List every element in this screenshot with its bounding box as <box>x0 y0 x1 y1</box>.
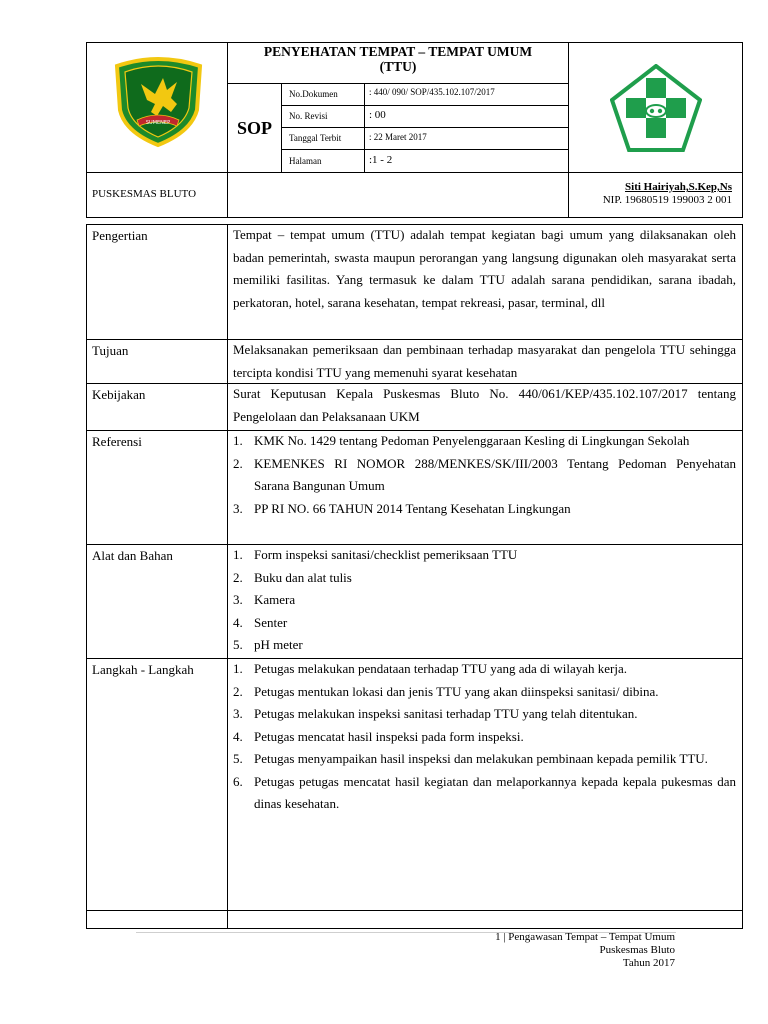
list-item-text: Petugas melakukan pendataan terhadap TTU yang ada di wilayah kerja. <box>254 661 628 676</box>
meta-key-issue-date: Tanggal Terbit <box>289 133 342 143</box>
meta-value-page: :1 - 2 <box>369 154 393 166</box>
list-item-text: Petugas melakukan inspeksi sanitasi terhadap TTU yang telah ditentukan. <box>254 706 638 721</box>
list-item-text: Buku dan alat tulis <box>254 569 352 585</box>
label-tujuan: Tujuan <box>92 343 129 358</box>
logo-banner-text: SUMENEP <box>145 120 171 126</box>
puskesmas-logo <box>610 64 702 152</box>
table-column-divider <box>227 224 228 929</box>
list-item-number: 5. <box>233 637 243 652</box>
list-item-number: 3. <box>233 706 243 721</box>
signer-nip: NIP. 19680519 199003 2 001 <box>602 194 732 206</box>
list-alat-dan-bahan <box>233 544 736 657</box>
regency-logo <box>111 54 206 148</box>
list-item-number: 4. <box>233 728 243 744</box>
list-item-number: 2. <box>233 455 243 471</box>
list-item-number: 2. <box>233 569 243 585</box>
header-divider <box>281 127 568 128</box>
list-item <box>233 612 736 635</box>
footer-line-3: Tahun 2017 <box>622 957 675 969</box>
sop-label: SOP <box>236 117 272 138</box>
list-item-text: pH meter <box>254 637 303 652</box>
table-row-divider <box>86 910 743 911</box>
list-item <box>233 634 736 657</box>
organization-name: PUSKESMAS BLUTO <box>92 188 197 200</box>
list-item <box>233 498 736 521</box>
list-item <box>233 544 736 567</box>
signer-name: Siti Hairiyah,S.Kep,Ns <box>625 181 732 193</box>
list-item-number: 2. <box>233 683 243 699</box>
meta-value-revision: : 00 <box>369 109 386 121</box>
list-item <box>233 567 736 590</box>
meta-value-document-number: : 440/ 090/ SOP/435.102.107/2017 <box>369 87 495 97</box>
list-item <box>233 703 736 726</box>
list-item-number: 5. <box>233 751 243 766</box>
list-item <box>233 771 736 816</box>
header-divider <box>281 149 568 150</box>
list-item-text: Kamera <box>254 592 296 607</box>
list-item-text: Petugas petugas mencatat hasil kegiatan dan melaporkannya kepada kepala pukesmas dan dinas kesehatan. <box>254 773 736 811</box>
list-item <box>233 658 736 681</box>
label-pengertian: Pengertian <box>92 228 148 243</box>
list-item <box>233 726 736 749</box>
text-kebijakan: Surat Keputusan Kepala Puskesmas Bluto No. 440/061/KEP/435.102.107/2017 tentang Pengelolaan dan Pelaksanaan UKM <box>233 386 736 424</box>
footer-line-1: 1 | Pengawasan Tempat – Tempat Umum <box>495 931 675 943</box>
list-item-text: PP RI NO. 66 TAHUN 2014 Tentang Kesehatan Lingkungan <box>254 500 571 516</box>
list-item-number: 3. <box>233 592 243 607</box>
list-item-text: KEMENKES RI NOMOR 288/MENKES/SK/III/2003 Tentang Pedoman Penyehatan Sarana Bangunan Umum <box>254 455 736 493</box>
list-item-number: 1. <box>233 433 243 448</box>
meta-key-revision: No. Revisi <box>289 111 328 121</box>
meta-key-document-number: No.Dokumen <box>289 89 338 99</box>
signer-block <box>603 181 732 207</box>
meta-value-issue-date: : 22 Maret 2017 <box>369 132 427 142</box>
list-item-number: 1. <box>233 661 243 676</box>
list-item-number: 1. <box>233 547 243 562</box>
list-referensi <box>233 430 736 520</box>
text-tujuan: Melaksanakan pemeriksaan dan pembinaan terhadap masyarakat dan pengelola TTU sehingga tercipta kondisi TTU yang memenuhi syarat kesehatan <box>233 342 736 380</box>
list-item <box>233 589 736 612</box>
list-langkah-langkah <box>233 658 736 816</box>
title-line-1: PENYEHATAN TEMPAT – TEMPAT UMUM <box>263 44 533 59</box>
footer-line-2: Puskesmas Bluto <box>599 944 675 956</box>
list-item-text: Petugas mencatat hasil inspeksi pada form inspeksi. <box>254 728 524 744</box>
header-divider <box>281 105 568 106</box>
document-title <box>228 44 568 74</box>
list-item-number: 4. <box>233 614 243 630</box>
label-kebijakan: Kebijakan <box>92 387 146 402</box>
list-item-text: KMK No. 1429 tentang Pedoman Penyelenggaraan Kesling di Lingkungan Sekolah <box>254 433 690 448</box>
list-item <box>233 453 736 498</box>
list-item-text: Petugas mentukan lokasi dan jenis TTU yang akan diinspeksi sanitasi/ dibina. <box>254 683 659 699</box>
list-item-number: 3. <box>233 500 243 516</box>
label-alat-dan-bahan: Alat dan Bahan <box>92 548 173 563</box>
list-item <box>233 430 736 453</box>
list-item-text: Senter <box>254 614 288 630</box>
list-item-text: Petugas menyampaikan hasil inspeksi dan melakukan pembinaan kepada pemilik TTU. <box>254 751 708 766</box>
text-pengertian: Tempat – tempat umum (TTU) adalah tempat kegiatan bagi umum yang dilaksanakan oleh badan pemerintah, swasta maupun perorangan yang langsung digunakan oleh masyarakat serta memiliki fasilitas. Yang termasuk ke dalam TTU adalah sarana pendidikan, sarana ibadah, perkatoran, hotel, sarana kesehatan, tempat rekreasi, pasar, terminal, dll <box>233 227 736 310</box>
list-item-number: 6. <box>233 773 243 789</box>
meta-key-page: Halaman <box>289 156 322 166</box>
header-divider <box>86 172 743 173</box>
label-langkah-langkah: Langkah - Langkah <box>92 662 194 677</box>
list-item <box>233 748 736 771</box>
list-item <box>233 681 736 704</box>
list-item-text: Form inspeksi sanitasi/checklist pemeriksaan TTU <box>254 547 518 562</box>
page-footer <box>495 931 675 970</box>
header-divider <box>568 42 569 218</box>
label-referensi: Referensi <box>92 434 142 449</box>
title-line-2: (TTU) <box>379 59 417 74</box>
